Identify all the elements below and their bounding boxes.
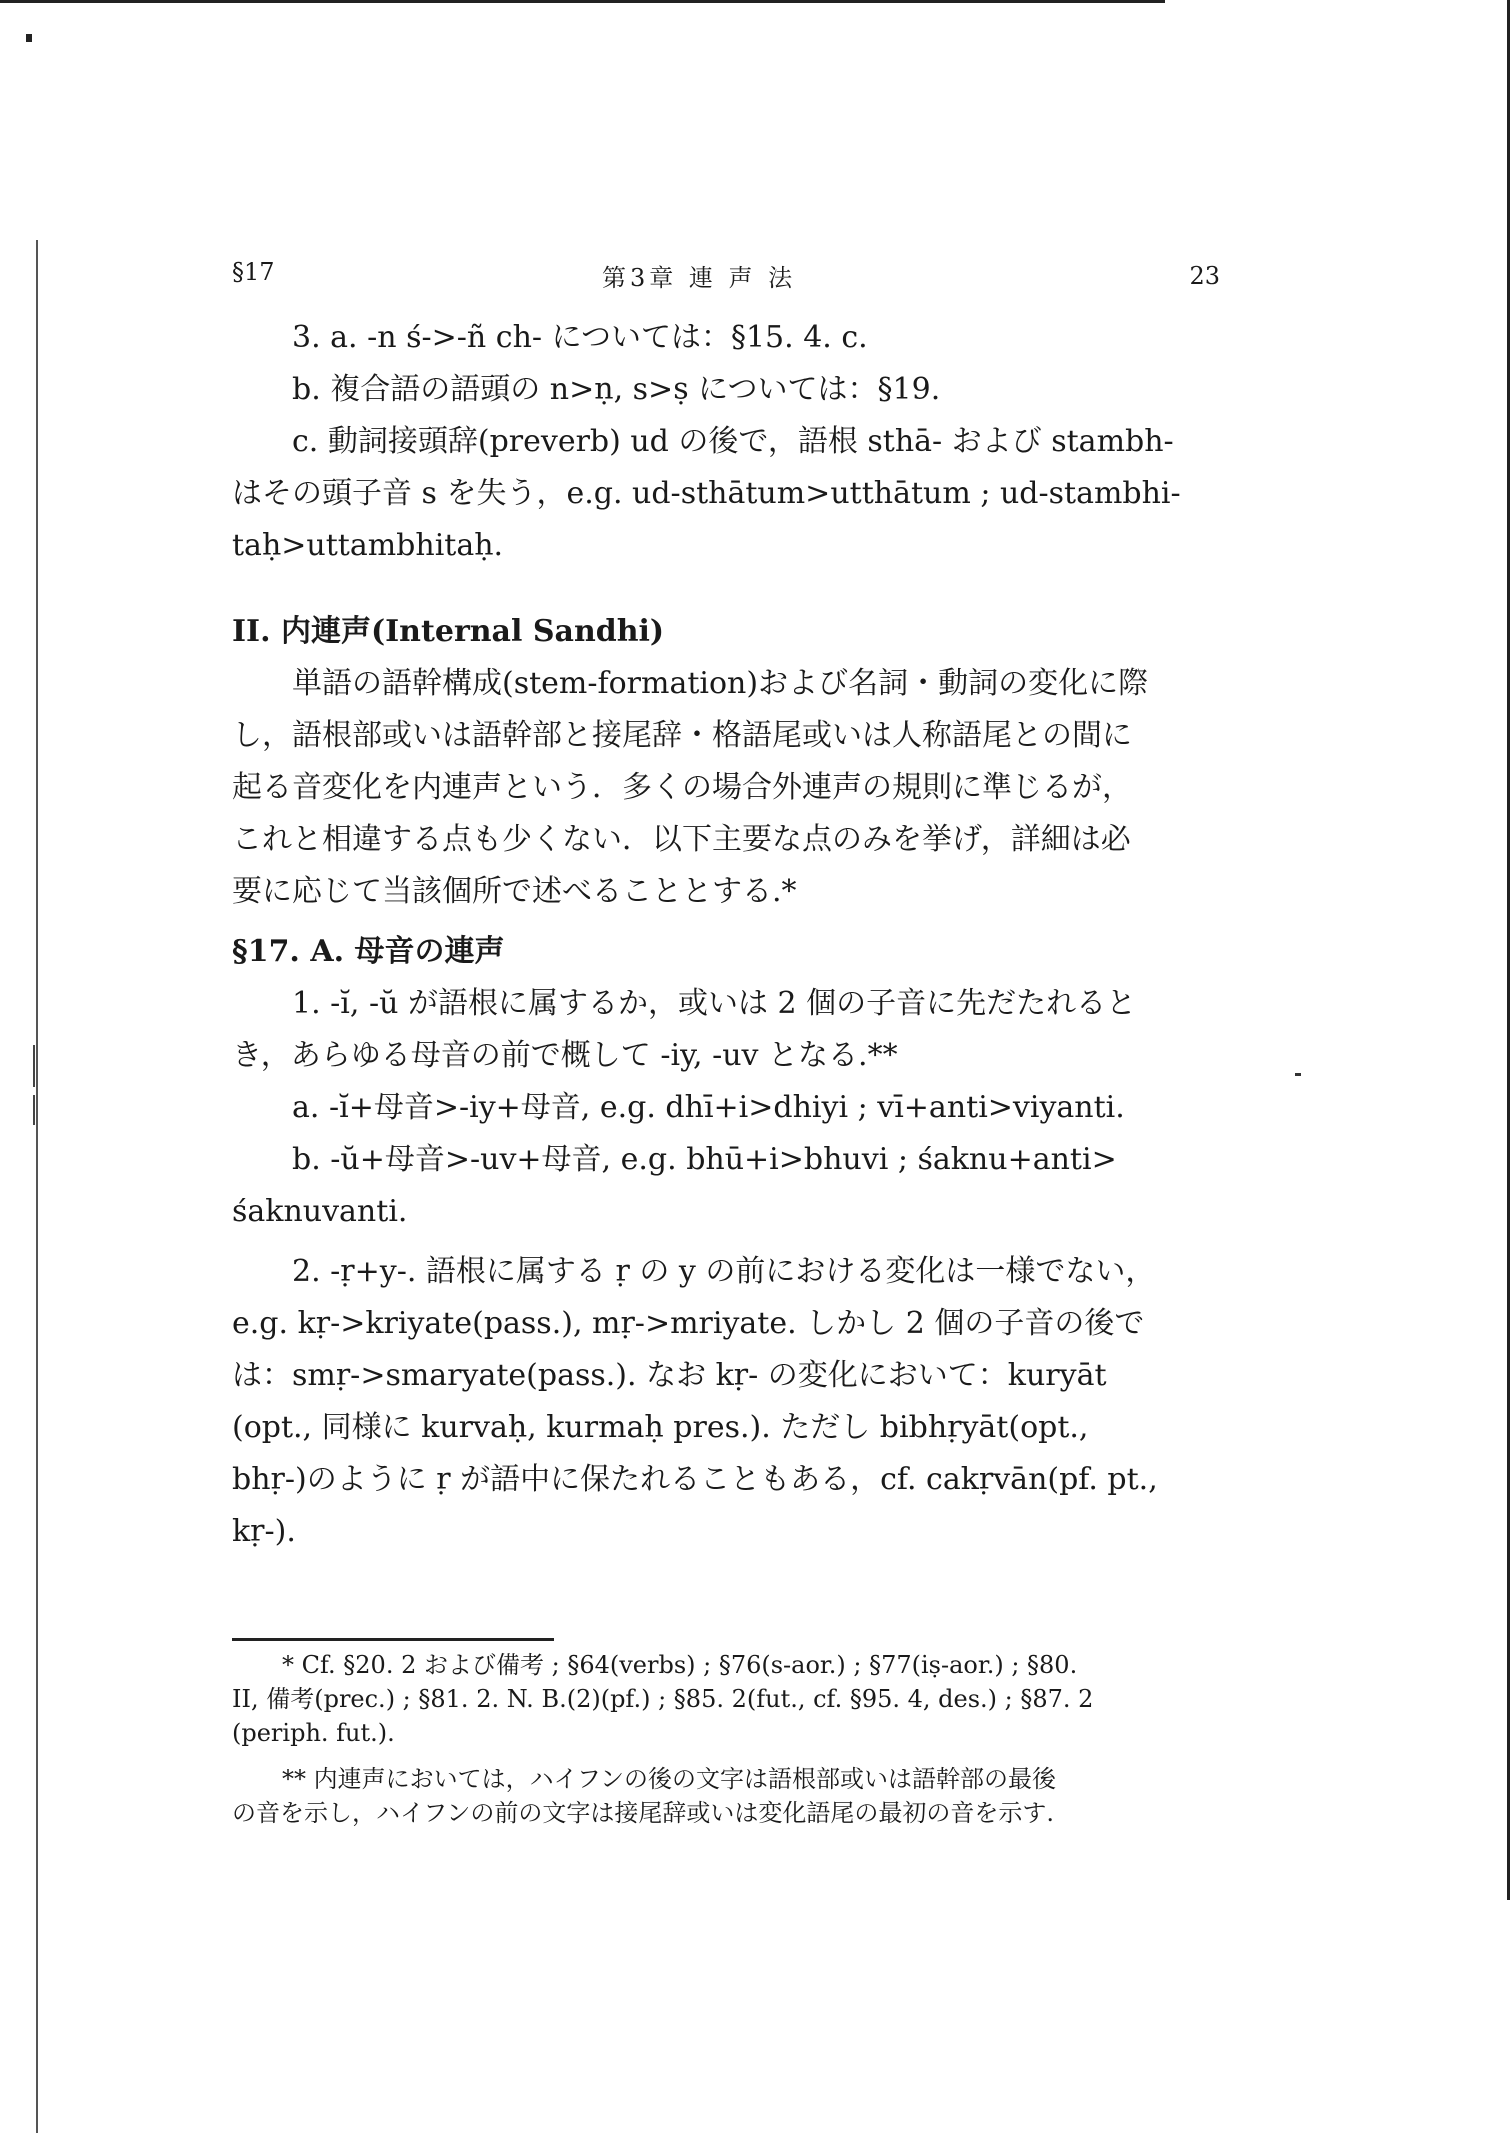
- page-body: [232, 312, 1220, 1558]
- item3-c: c. 動詞接頭辞(preverb) ud の後で，語根 sthā- および stambh-: [292, 424, 1174, 459]
- internal-sandhi-heading: II. 内連声(Internal Sandhi): [232, 614, 665, 649]
- point1-line: き，あらゆる母音の前で概して -iy, -uv となる.**: [232, 1038, 898, 1073]
- top-border-line: [0, 0, 1165, 3]
- internal-para-line: 要に応じて当該個所で述べることとする.*: [232, 874, 797, 909]
- running-header: [232, 258, 1220, 298]
- margin-tick: [33, 1095, 35, 1125]
- point2-line: 2. -ṛ+y-. 語根に属する ṛ の y の前における変化は一様でない，: [292, 1254, 1156, 1289]
- point2-line: bhṛ-)のように ṛ が語中に保たれることもある，cf. cakṛvān(pf. pt.,: [232, 1462, 1158, 1497]
- point2-line: (opt., 同様に kurvaḥ, kurmaḥ pres.). ただし bibhṛyāt(opt.,: [232, 1410, 1089, 1445]
- margin-dot: [1295, 1073, 1301, 1076]
- item3-c-cont: はその頭子音 s を失う，e.g. ud-sthātum>utthātum ; ud-stambhi-: [232, 476, 1181, 511]
- footnote-separator: [232, 1638, 554, 1641]
- point2-line: は：smṛ->smaryate(pass.). なお kṛ- の変化において：kuryāt: [232, 1358, 1107, 1393]
- point1-a: a. -ĭ+母音>-iy+母音, e.g. dhī+i>dhiyi ; vī+anti>viyanti.: [292, 1090, 1125, 1125]
- corner-mark: [26, 34, 32, 42]
- footnote-2-line: ** 内連声においては，ハイフンの後の文字は語根部或いは語幹部の最後: [282, 1765, 1056, 1793]
- footnote-1-line: II, 備考(prec.) ; §81. 2. N. B.(2)(pf.) ; §85. 2(fut., cf. §95. 4, des.) ; §87. 2: [232, 1685, 1094, 1713]
- margin-tick: [33, 1045, 35, 1087]
- footnote-1-line: * Cf. §20. 2 および備考 ; §64(verbs) ; §76(s-aor.) ; §77(iṣ-aor.) ; §80.: [282, 1651, 1078, 1679]
- point2-line: kṛ-).: [232, 1514, 296, 1549]
- point1-line: 1. -ĭ, -ŭ が語根に属するか，或いは 2 個の子音に先だたれると: [292, 986, 1137, 1021]
- internal-para-line: し，語根部或いは語幹部と接尾辞・格語尾或いは人称語尾との間に: [232, 718, 1132, 753]
- point1-b-cont: śaknuvanti.: [232, 1194, 408, 1229]
- footnote-1-line: (periph. fut.).: [232, 1719, 395, 1747]
- footnotes: [232, 1648, 1220, 1830]
- item3-b: b. 複合語の語頭の n>ṇ, s>ṣ については：§19.: [292, 372, 941, 407]
- item3-c-end: taḥ>uttambhitaḥ.: [232, 528, 504, 563]
- page-number: 23: [1189, 262, 1220, 290]
- section-17-heading: §17. A. 母音の連声: [232, 934, 505, 969]
- point1-b: b. -ŭ+母音>-uv+母音, e.g. bhū+i>bhuvi ; śaknu+anti>: [292, 1142, 1117, 1177]
- left-margin-line: [36, 240, 38, 2133]
- header-chapter: 第3章 連 声 法: [602, 264, 797, 292]
- item3-a: 3. a. -n ś->-ñ ch- については：§15. 4. c.: [292, 320, 868, 355]
- internal-para-line: 単語の語幹構成(stem-formation)および名詞・動詞の変化に際: [292, 666, 1149, 701]
- footnote-2-line: の音を示し，ハイフンの前の文字は接尾辞或いは変化語尾の最初の音を示す.: [232, 1799, 1054, 1827]
- internal-para-line: 起る音変化を内連声という．多くの場合外連声の規則に準じるが，: [232, 770, 1132, 805]
- header-section: §17: [232, 258, 275, 286]
- internal-para-line: これと相違する点も少くない．以下主要な点のみを挙げ，詳細は必: [232, 822, 1131, 857]
- point2-line: e.g. kṛ->kriyate(pass.), mṛ->mriyate. しかし 2 個の子音の後で: [232, 1306, 1145, 1341]
